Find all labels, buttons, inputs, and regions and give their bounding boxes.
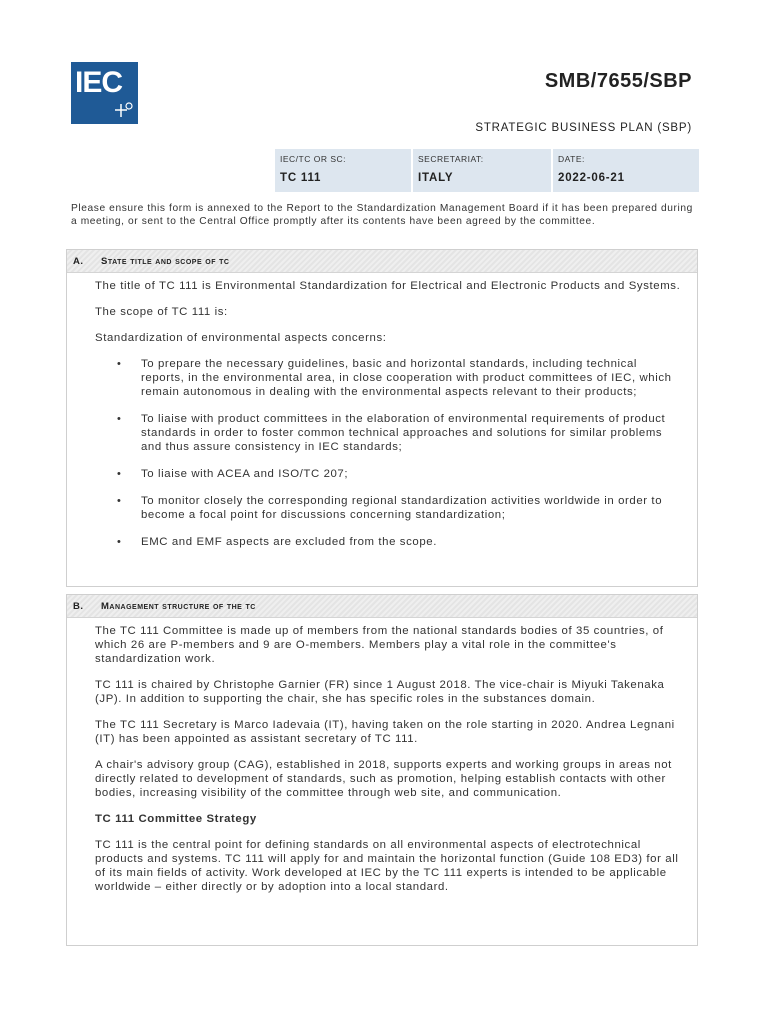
section-b-p4: A chair's advisory group (CAG), established in 2018, supports experts and working groups in areas not directly related to development of standards, such as promotion, helping establish contacts with other bodies, increasing visibility of the committee through web site, and communication. — [95, 759, 672, 799]
list-item: • To liaise with product committees in the elaboration of environmental requirements of product standards in order to foster common technical approaches and solutions for similar problems and thus assure consistency in IEC standards; — [117, 413, 666, 453]
list-item: • To monitor closely the corresponding regional standardization activities worldwide in order to become a focal point for discussions concerning standardization; — [117, 495, 663, 521]
section-b-body — [67, 618, 697, 894]
section-b-p2: TC 111 is chaired by Christophe Garnier (FR) since 1 August 2018. The vice-chair is Miyuki Takenaka (JP). In addition to supporting the chair, she has specific roles in the substances domain. — [95, 679, 665, 705]
document-id: SMB/7655/SBP — [544, 70, 692, 92]
section-a-p3: Standardization of environmental aspects concerns: — [95, 332, 387, 344]
strategy-heading: TC 111 Committee Strategy — [95, 813, 257, 825]
section-a-title: state title and scope of tc — [101, 255, 230, 267]
list-item: • To prepare the necessary guidelines, basic and horizontal standards, including technical reports, in the environmental area, in close cooperation with product committees of IEC, which remain autonomous in dealing with the environmental aspects relevant to their products; — [117, 358, 672, 398]
section-a-p1: The title of TC 111 is Environmental Standardization for Electrical and Electronic Products and Systems. — [95, 280, 681, 292]
bullet-icon: • — [117, 358, 122, 370]
section-b-letter: B. — [73, 600, 84, 612]
meta-table — [275, 149, 699, 192]
scope-bullet-list — [95, 357, 683, 549]
list-item: • To liaise with ACEA and ISO/TC 207; — [117, 468, 349, 480]
bullet-icon: • — [117, 536, 122, 548]
section-b-header — [67, 595, 697, 618]
logo-text: IEC — [75, 66, 123, 99]
intro-text: Please ensure this form is annexed to the Report to the Standardization Management Board if it has been prepared during a meeting, or sent to the Central Office promptly after its contents have been agreed by the committee. — [71, 203, 693, 227]
section-b-p1: The TC 111 Committee is made up of members from the national standards bodies of 35 countries, of which 26 are P-members and 9 are O-members. Members play a vital role in the committee's standardization work. — [95, 625, 664, 665]
list-item: • EMC and EMF aspects are excluded from the scope. — [117, 536, 437, 548]
bullet-icon: • — [117, 413, 122, 425]
meta-date-cell — [553, 149, 699, 192]
section-a-header — [67, 250, 697, 273]
bullet-icon: • — [117, 468, 122, 480]
iec-logo — [71, 62, 138, 124]
section-a-letter: A. — [73, 255, 84, 267]
section-a-p2: The scope of TC 111 is: — [95, 306, 228, 318]
bullet-icon: • — [117, 495, 122, 507]
section-scope — [66, 249, 698, 587]
tc-label: IEC/TC OR SC: — [280, 154, 347, 164]
meta-secretariat-cell — [413, 149, 551, 192]
section-management — [66, 594, 698, 946]
document-type: STRATEGIC BUSINESS PLAN (SBP) — [475, 122, 692, 134]
section-a-body — [67, 273, 697, 549]
date-value: 2022-06-21 — [558, 172, 625, 184]
logo-mark-icon — [71, 62, 138, 124]
secretariat-label: SECRETARIAT: — [418, 154, 484, 164]
section-b-title: management structure of the tc — [101, 600, 256, 612]
meta-tc-cell — [275, 149, 411, 192]
section-b-p3: The TC 111 Secretary is Marco Iadevaia (IT), having taken on the role starting in 2020. Andrea Legnani (IT) has been appointed as assistant secretary of TC 111. — [95, 719, 675, 745]
section-b-p5: TC 111 is the central point for defining standards on all environmental aspects of electrotechnical products and systems. TC 111 will apply for and maintain the horizontal function (Guide 108 ED3) for all of its main fields of activity. Work developed at IEC by the TC 111 experts is intended to be applicable worldwide – either directly or by adoption into a local standard. — [95, 839, 679, 893]
tc-value: TC 111 — [280, 172, 322, 184]
secretariat-value: ITALY — [418, 172, 454, 184]
date-label: DATE: — [558, 154, 585, 164]
